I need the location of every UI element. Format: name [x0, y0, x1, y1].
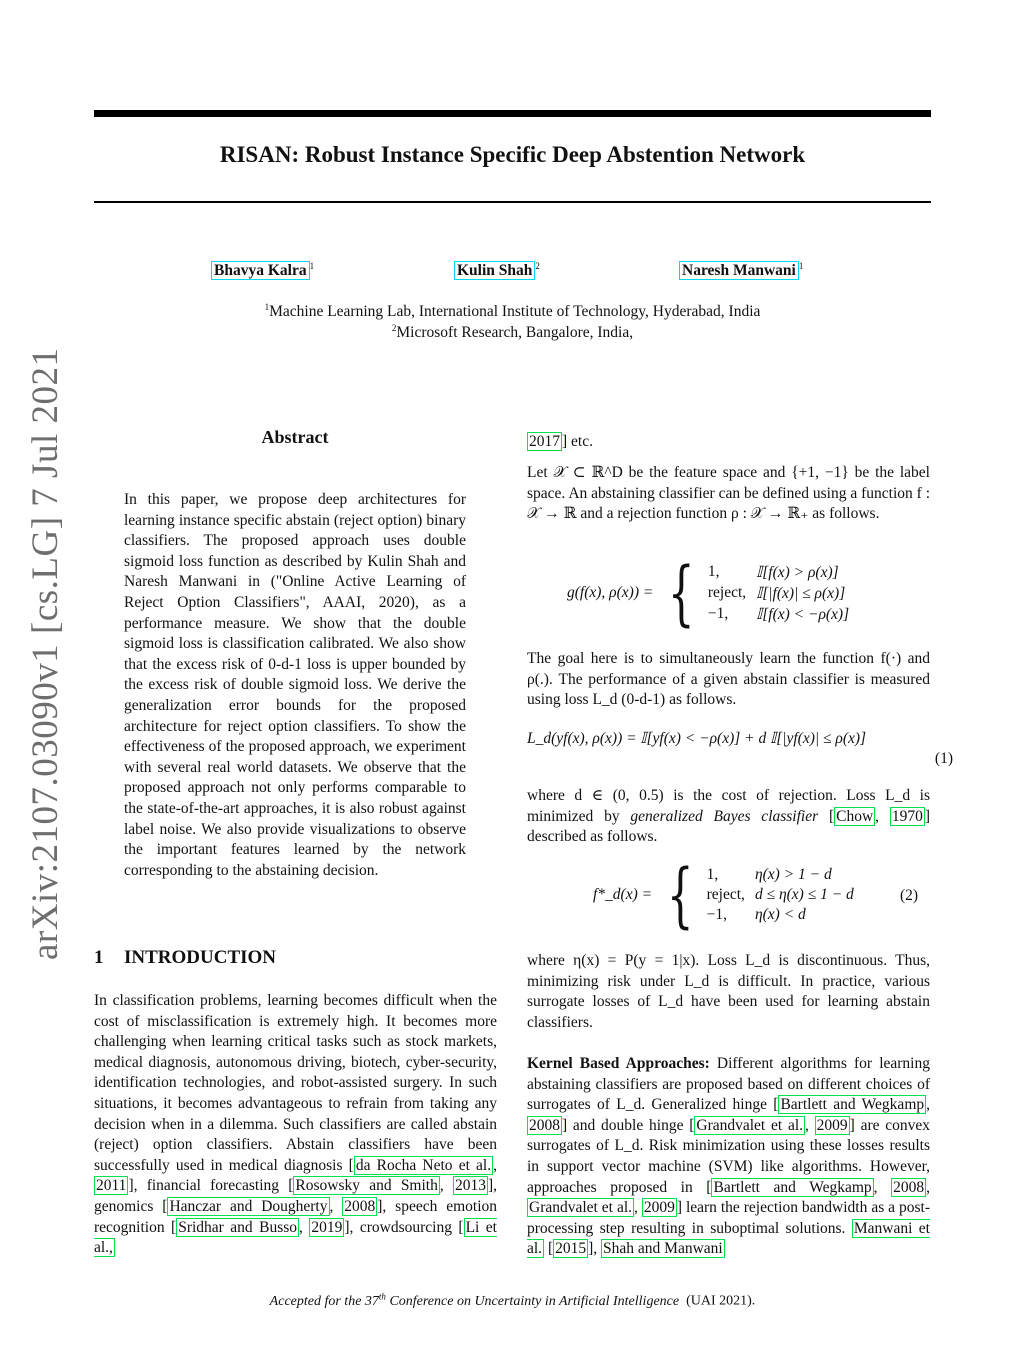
citation-link[interactable]: 2015: [555, 1240, 587, 1258]
citation-link[interactable]: Bartlett and Wegkamp: [713, 1178, 872, 1196]
citation-link[interactable]: 2017: [529, 433, 560, 450]
citation-link[interactable]: 2009: [816, 1116, 848, 1134]
abstract-text: In this paper, we propose deep architectures for learning instance specific abstain (reject option) binary classifiers. The proposed approach uses double sigmoid loss function as described by Kulin Shah and Naresh Manwani in ("Online Active Learning of Reject Option Classifiers", AAAI, 2020), as a performance measure. We show that the double sigmoid loss is classification calibrated. We also show that the excess risk of 0-d-1 loss is upper bounded by the excess risk of double sigmoid loss. We derive the generalization error bounds for the proposed architecture for reject option classifiers. To show the effectiveness of the proposed approach, we experiment with several real world datasets. We observe that the proposed approach not only performs comparable to the state-of-the-art approaches, it is also robust against label noise. We also provide visualizations to observe the important features learned by the network corresponding to the abstaining decision.: [124, 491, 466, 879]
brace-glyph: {: [668, 552, 695, 634]
citation-link[interactable]: Li et al.,: [94, 1218, 497, 1257]
author-name[interactable]: Kulin Shah: [454, 261, 535, 280]
citation-link[interactable]: Grandvalet et al.: [529, 1199, 633, 1217]
bayes-paragraph: where d ∈ (0, 0.5) is the cost of rejection. Loss L_d is minimized by generalized Bayes classifier [ Chow , 1970 ] described as follows.: [527, 787, 930, 846]
author-name[interactable]: Naresh Manwani: [679, 261, 799, 280]
equation-number: (1): [934, 750, 953, 767]
author-mark: 1: [309, 261, 315, 271]
citation-link[interactable]: 2011: [96, 1177, 127, 1195]
equation-1: L_d(yf(x), ρ(x)) = 𝕀[yf(x) < −ρ(x)] + d 𝕀[|yf(x)| ≤ ρ(x)] (1): [527, 730, 953, 767]
author-mark: 1: [798, 261, 804, 271]
citation-link[interactable]: Hanczar and Dougherty: [169, 1197, 328, 1215]
continued-text: 2017 ] etc.: [529, 433, 593, 450]
citation-link[interactable]: 2009: [643, 1199, 675, 1217]
arxiv-stamp: arXiv:2107.03090v1 [cs.LG] 7 Jul 2021: [25, 347, 66, 960]
citation-link[interactable]: 2013: [454, 1177, 486, 1195]
eta-paragraph: where η(x) = P(y = 1|x). Loss L_d is discontinuous. Thus, minimizing risk under L_d is difficult. In practice, various surrogate losses of L_d have been used for learning abstain classifiers.: [527, 952, 930, 1031]
equation-number: (2): [900, 887, 919, 904]
citation-link[interactable]: da Rocha Neto et al.: [355, 1156, 492, 1174]
definition-paragraph: Let 𝒳 ⊂ ℝ^D be the feature space and {+1, −1} be the label space. An abstaining classifier can be defined using a function f : 𝒳 → ℝ and a rejection function ρ : 𝒳 → ℝ₊ as follows.: [527, 464, 930, 523]
citation-link[interactable]: Bartlett and Wegkamp: [780, 1096, 925, 1114]
citation-link[interactable]: Sridhar and Busso: [178, 1218, 298, 1236]
brace-glyph: {: [667, 854, 694, 936]
citation-link[interactable]: 1970: [891, 807, 923, 825]
citation-link[interactable]: Rosowsky and Smith: [295, 1177, 438, 1195]
citation-link[interactable]: Grandvalet et al.: [696, 1116, 803, 1134]
section-heading: 1 INTRODUCTION: [94, 947, 277, 968]
author-3[interactable]: [679, 261, 803, 280]
paper-title: RISAN: Robust Instance Specific Deep Abstention Network: [219, 142, 806, 167]
citation-link[interactable]: Shah and Manwani: [603, 1240, 723, 1258]
citation-link[interactable]: 2008: [344, 1197, 376, 1215]
title-rule: [94, 201, 931, 203]
citation-link[interactable]: 2008: [529, 1116, 560, 1134]
intro-paragraph: In classification problems, learning becomes difficult when the cost of misclassification is extremely high. It becomes more challenging when learning critical tasks such as stock markets, medical diagnosis, autonomous driving, biotech, cyber-security, identification technologies, and robot-assisted surgery. In such situations, it becomes advantageous to refrain from taking any decision when in a dilemma. Such classifiers are called abstain (reject) option classifiers. Abstain classifiers have been successfully used in medical diagnosis [ da Rocha Neto et al. , 2011 ], financial forecasting [ Rosowsky and Smith , 2013 ], genomics [ Hanczar and Dougherty , 2008 ], speech emotion recognition [ Sridhar and Busso , 2019 ], crowdsourcing [ Li et al.,: [94, 992, 498, 1257]
citation-link[interactable]: 2019: [311, 1218, 343, 1236]
author-2[interactable]: [454, 261, 540, 280]
author-1[interactable]: [211, 261, 314, 280]
affiliation-2: $^2$Microsoft Research, Bangalore, India,: [391, 323, 634, 342]
footer-note: Accepted for the 37th Conference on Uncertainty in Artificial Intelligence (UAI 2021).: [269, 1291, 756, 1309]
equation-2: f*_d(x) = { 1, η(x) > 1 − d reject, d ≤ η(x) ≤ 1 − d −1, η(x) < d: [593, 854, 854, 936]
author-mark: 2: [535, 261, 540, 271]
top-rule: [94, 110, 931, 117]
citation-link[interactable]: Chow: [836, 807, 874, 825]
citation-link[interactable]: 2008: [893, 1178, 925, 1196]
goal-paragraph: The goal here is to simultaneously learn the function f(·) and ρ(.). The performance of a given abstain classifier is measured using loss L_d (0-d-1) as follows.: [527, 650, 930, 709]
equation-g: g(f(x), ρ(x)) = { 1, 𝕀[f(x) > ρ(x)] reject, 𝕀[|f(x)| ≤ ρ(x)] −1, 𝕀[f(x) < −ρ(x)]: [567, 552, 850, 634]
kernel-paragraph: Kernel Based Approaches: Different algorithms for learning abstaining classifiers are proposed based on different choices of surrogates of L_d. Generalized hinge [ Bartlett and Wegkamp , 2008 ] and double hinge [ Grandvalet et al. , 2009 ] are convex surrogates of L_d. Risk minimization using these losses results in support vector machine (SVM) like algorithms. However, approaches proposed in [ Bartlett and Wegkamp , 2008 , Grandvalet et al. , 2009 ] learn the rejection bandwidth as a post-processing step resulting in suboptimal solutions. Manwani et al. [ 2015 ], Shah and Manwani: [527, 1055, 931, 1258]
abstract-heading: Abstract: [261, 427, 329, 447]
affiliation-1: $^1$Machine Learning Lab, International Institute of Technology, Hyderabad, India: [264, 302, 761, 321]
citation-link[interactable]: Manwani et al.: [527, 1219, 930, 1258]
author-name[interactable]: Bhavya Kalra: [211, 261, 310, 280]
